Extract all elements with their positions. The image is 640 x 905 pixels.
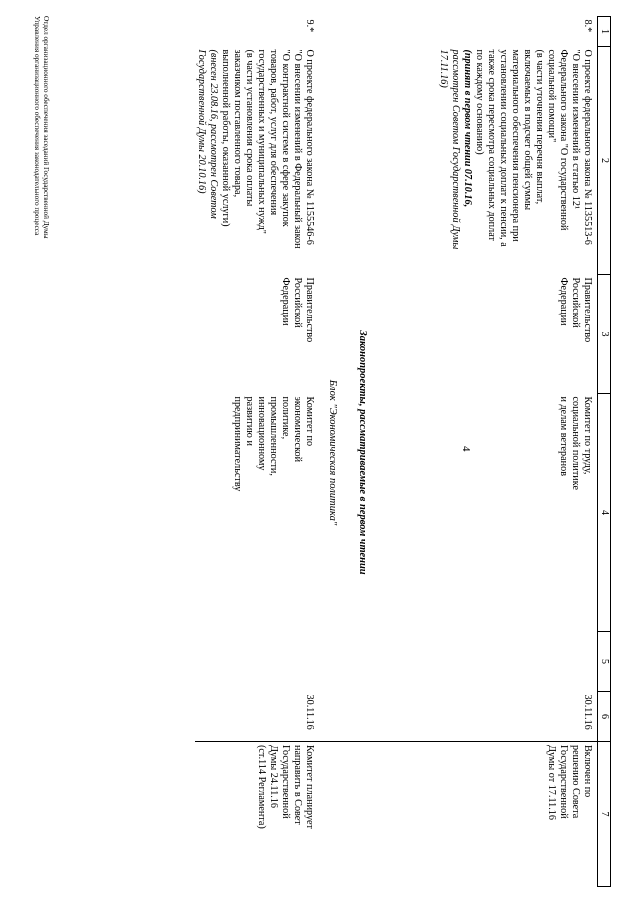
- footer-line: Управления организационного обеспечения законодательного процесса: [33, 16, 41, 236]
- desc-line: "О контрактной системе в сфере закупок: [280, 49, 291, 227]
- column-5-cell: [195, 632, 319, 692]
- bill-description: [195, 47, 319, 275]
- column-header: 6: [598, 692, 611, 742]
- status-note: 17.11.16): [438, 49, 449, 88]
- column-header: 3: [598, 275, 611, 394]
- status-line: Государственной: [280, 745, 291, 819]
- bill-author: [437, 275, 598, 394]
- bill-status: [437, 742, 598, 887]
- committee-line: социальной политике: [570, 396, 581, 490]
- desc-line: заказчиком поставленного товара,: [232, 49, 243, 198]
- status-line: Думы 24.11.16: [268, 745, 279, 809]
- desc-line: "О внесении изменений в статью 12¹: [570, 49, 581, 210]
- responsible-committee: [437, 394, 598, 632]
- bill-title: О проекте федерального закона № 1135513-6: [582, 49, 593, 245]
- desc-line: государственных и муниципальных нужд": [256, 49, 267, 234]
- desc-line: материального обеспечения пенсионера при: [510, 49, 521, 242]
- status-line: решению Совета: [570, 745, 581, 819]
- row-number: 9.*: [304, 19, 315, 33]
- page-number: 4: [460, 446, 472, 452]
- table-row: [437, 17, 598, 887]
- desc-line: Федерального закона "О государственной: [558, 49, 569, 231]
- author-line: Российской: [570, 277, 581, 328]
- section-title: Законопроекты, рассматриваемые в первом чтении: [357, 330, 368, 575]
- status-note: (внесен 23.08.16, рассмотрен Советом: [208, 49, 219, 219]
- committee-line: политике,: [280, 396, 291, 440]
- status-line: Думы от 17.11.16: [546, 745, 557, 820]
- column-5-cell: [437, 632, 598, 692]
- desc-line: выполненной работы, оказанной услуги): [220, 49, 231, 227]
- column-header: 2: [598, 47, 611, 275]
- review-date: 30.11.16: [304, 694, 315, 730]
- author-line: Правительство: [304, 277, 315, 343]
- status-line: Комитет планирует: [304, 745, 315, 829]
- committee-line: инновационному: [256, 396, 267, 471]
- table-header-row: [598, 17, 611, 887]
- table-row: [195, 17, 319, 887]
- column-header: 5: [598, 632, 611, 692]
- bill-status: [195, 742, 319, 887]
- author-line: Федерации: [558, 277, 569, 326]
- committee-line: Комитет по: [304, 396, 315, 447]
- committee-line: предпринимательству: [232, 396, 243, 492]
- status-line: направить в Совет: [292, 745, 303, 825]
- desc-line: О проекте федерального закона № 1155546-6: [304, 49, 315, 245]
- author-line: Российской: [292, 277, 303, 328]
- status-note: рассмотрен Советом Государственной Думы: [450, 49, 461, 250]
- desc-line: (в части уточнения перечня выплат,: [534, 49, 545, 205]
- committee-line: развитию и: [244, 396, 255, 446]
- bill-author: [195, 275, 319, 394]
- status-note: (принят в первом чтении 07.10.16,: [462, 49, 473, 208]
- desc-line: социальной помощи": [546, 49, 557, 143]
- status-line: (ст.114 Регламента): [256, 745, 267, 829]
- responsible-committee: [195, 394, 319, 632]
- status-line: Включен по: [582, 745, 593, 798]
- desc-line: включаемых в подсчет общей суммы: [522, 49, 533, 211]
- column-header: 1: [598, 17, 611, 47]
- author-line: Правительство: [582, 277, 593, 343]
- column-header: 7: [598, 742, 611, 887]
- desc-line: (в части установления срока оплаты: [244, 49, 255, 207]
- footer-department: [32, 16, 50, 239]
- desc-line: "О внесении изменений в Федеральный закон: [292, 49, 303, 249]
- status-line: Государственной: [558, 745, 569, 819]
- committee-line: и делам ветеранов: [558, 396, 569, 477]
- committee-line: экономической: [292, 396, 303, 463]
- status-note: Государственной Думы 20.10.16): [196, 49, 207, 194]
- committee-line: Комитет по труду,: [582, 396, 593, 475]
- committee-line: промышленности,: [268, 396, 279, 476]
- bill-description: [437, 47, 598, 275]
- column-header: 4: [598, 394, 611, 632]
- desc-line: по каждому основанию): [474, 49, 485, 155]
- desc-line: также срока пересмотра социальных доплат: [486, 49, 497, 241]
- row-number: 8.*: [582, 19, 593, 33]
- agenda-table: [195, 16, 611, 887]
- footer-line: Отдел организационного обеспечения заседаний Государственной Думы: [42, 16, 50, 239]
- desc-line: товаров, работ, услуг для обеспечения: [268, 49, 279, 216]
- block-title: Блок "Экономическая политика": [327, 379, 338, 526]
- desc-line: установлении социальных доплат к пенсии, а: [498, 49, 509, 247]
- author-line: Федерации: [280, 277, 291, 326]
- review-date: 30.11.16: [582, 694, 593, 730]
